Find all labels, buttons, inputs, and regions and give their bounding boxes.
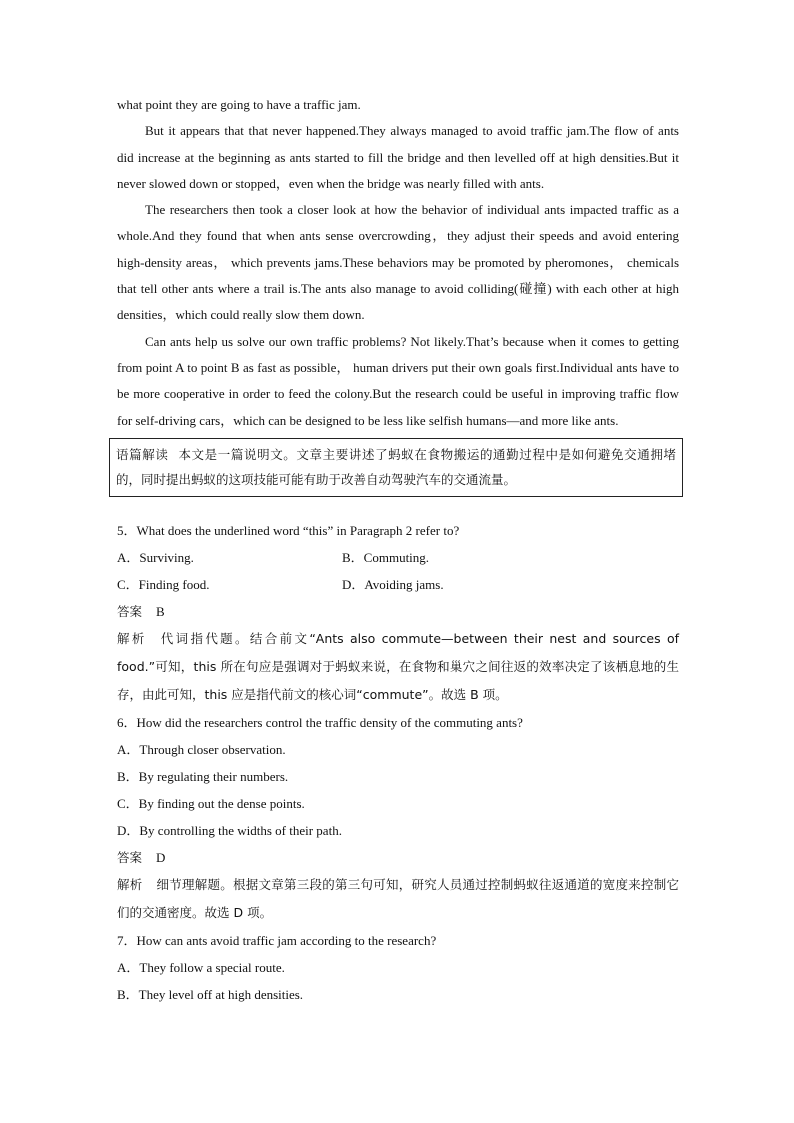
question-5-option-a: A．Surviving. [117, 549, 194, 565]
questions [117, 517, 679, 1008]
summary-heading: 语篇解读 [116, 446, 169, 462]
question-5-explanation [117, 625, 679, 709]
passage-paragraph-1: what point they are going to have a traffic jam. [117, 97, 361, 112]
question-5-options-row-1 [117, 544, 679, 571]
explanation-label: 解析 [117, 630, 147, 646]
question-5-option-d: D．Avoiding jams. [342, 576, 444, 592]
answer-value: D [156, 849, 166, 865]
summary-box [109, 438, 683, 497]
question-6-stem: 6．How did the researchers control the traffic density of the commuting ants? [117, 714, 523, 730]
question-7-stem: 7．How can ants avoid traffic jam according to the research? [117, 932, 437, 948]
question-7-option-a: A．They follow a special route. [117, 959, 285, 975]
question-6-answer [117, 844, 679, 871]
question-5-options-row-2 [117, 571, 679, 598]
passage-paragraph-2: But it appears that that never happened.They always managed to avoid traffic jam.The flow of ants did increase at the beginning as ants started to fill the bridge and then levelled off at high densities.But it never slowed down or stopped，even when the bridge was nearly filled with ants. [117, 123, 679, 191]
explanation-label: 解析 [117, 876, 143, 892]
passage-paragraph-3: The researchers then took a closer look at how the behavior of individual ants impacted traffic as a whole.And they found that when ants sense overcrowding，they adjust their speeds and avoid entering high-density areas， which prevents jams.These behaviors may be promoted by pheromones， chemicals that tell other ants where a trail is.The ants also manage to avoid colliding(碰撞) with each other at high densities，which could really slow them down. [117, 202, 679, 323]
question-5-option-b: B．Commuting. [342, 549, 430, 565]
question-5-option-c: C．Finding food. [117, 576, 210, 592]
passage-paragraph-4: Can ants help us solve our own traffic problems? Not likely.That’s because when it comes to getting from point A to point B as fast as possible， human drivers put their own goals first.Individual ants have to be more cooperative in order to feed the colony.But the research could be useful in improving traffic flow for self-driving cars，which can be designed to be less like selfish humans—and more like ants. [117, 333, 679, 428]
question-6-explanation [117, 871, 679, 927]
answer-label: 答案 [117, 603, 143, 619]
question-6-option-a: A．Through closer observation. [117, 741, 286, 757]
explanation-text: 代词指代题。结合前文“Ants also commute—between their nest and sources of food.”可知，this 所在句应是强调对于蚂蚁来说，在食物和巢穴之间往返的效率决定了该栖息地的生存，由此可知，this 应是指代前文的核心词“commute”。故选 B 项。 [117, 630, 679, 702]
question-6-option-c: C．By finding out the dense points. [117, 795, 305, 811]
question-6-option-b: B．By regulating their numbers. [117, 768, 289, 784]
explanation-text: 细节理解题。根据文章第三段的第三句可知，研究人员通过控制蚂蚁往返通道的宽度来控制它们的交通密度。故选 D 项。 [117, 876, 679, 920]
question-5-stem: 5．What does the underlined word “this” in Paragraph 2 refer to? [117, 522, 460, 538]
summary-text: 本文是一篇说明文。文章主要讲述了蚂蚁在食物搬运的通勤过程中是如何避免交通拥堵的，同时提出蚂蚁的这项技能可能有助于改善自动驾驶汽车的交通流量。 [116, 446, 676, 487]
document-page [117, 92, 679, 1008]
question-5-answer [117, 598, 679, 625]
answer-label: 答案 [117, 849, 143, 865]
question-7-option-b: B．They level off at high densities. [117, 986, 304, 1002]
question-6-option-d: D．By controlling the widths of their path. [117, 822, 342, 838]
answer-value: B [156, 603, 165, 619]
